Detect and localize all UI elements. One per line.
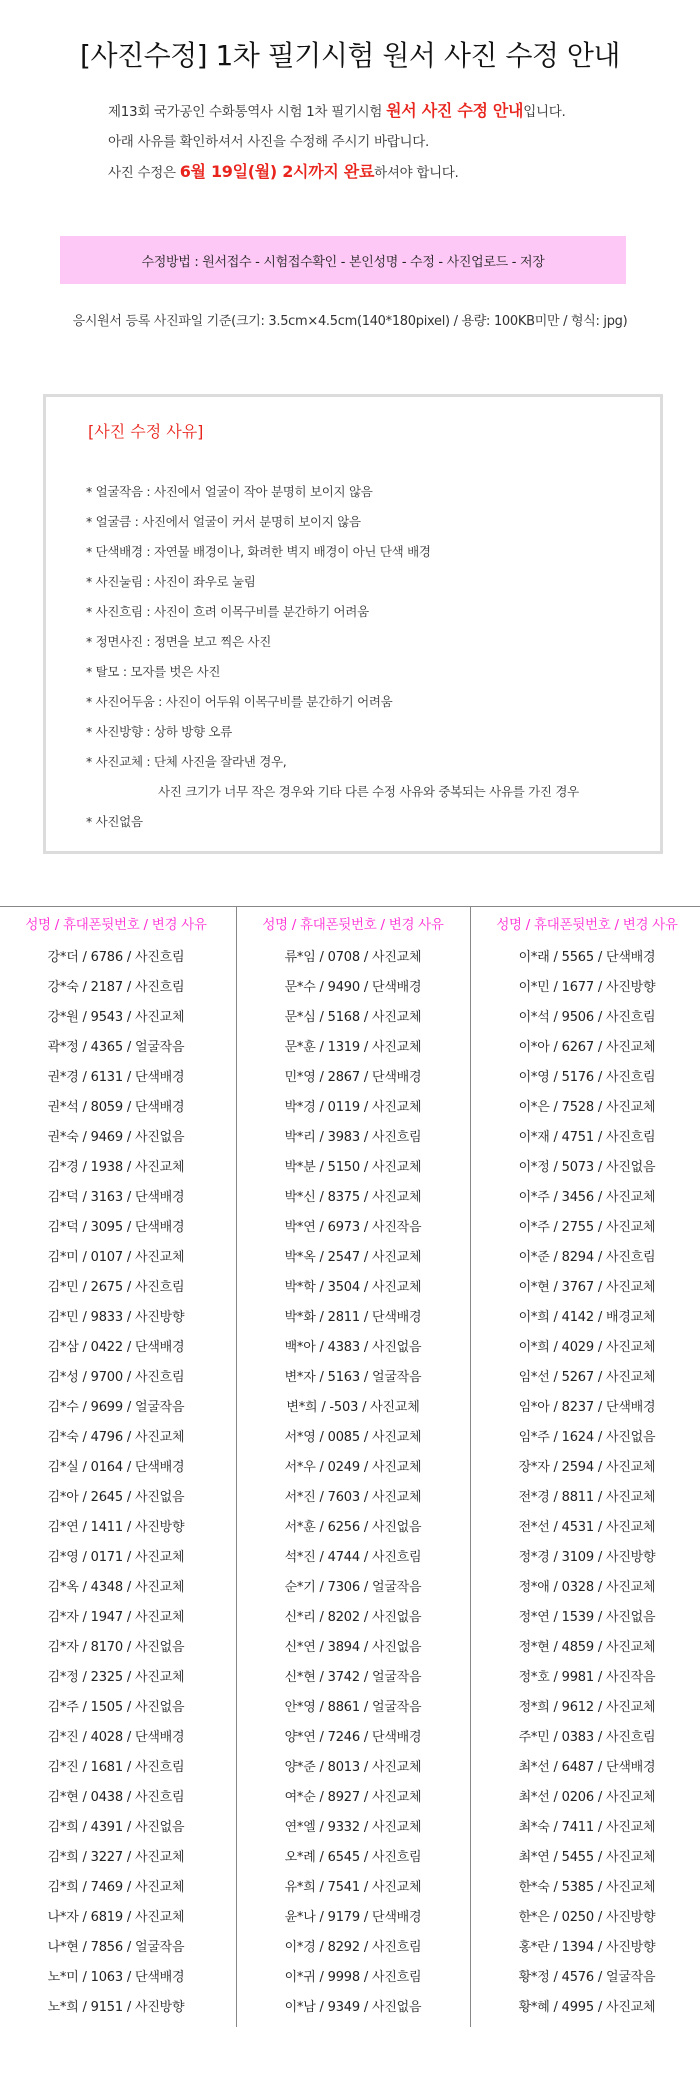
intro-line-3-pre: 사진 수정은 xyxy=(108,165,180,181)
table-row: 김*진 / 4028 / 단색배경 xyxy=(47,1730,185,1745)
column-rows xyxy=(471,943,700,2023)
column-rows xyxy=(0,943,232,2023)
table-row: 권*숙 / 9469 / 사진없음 xyxy=(47,1130,185,1145)
table-row: 김*희 / 3227 / 사진교체 xyxy=(47,1850,185,1865)
applicant-table xyxy=(0,906,700,2027)
intro-line-1-post: 입니다. xyxy=(523,104,566,120)
table-row: 곽*정 / 4365 / 얼굴작음 xyxy=(47,1040,185,1055)
reason-item: * 사진교체 : 단체 사진을 잘라낸 경우, xyxy=(86,754,287,769)
table-row: 박*경 / 0119 / 사진교체 xyxy=(284,1100,422,1115)
table-row: 김*수 / 9699 / 얼굴작음 xyxy=(47,1400,185,1415)
table-row: 강*원 / 9543 / 사진교체 xyxy=(47,1010,185,1025)
table-row: 양*연 / 7246 / 단색배경 xyxy=(284,1730,422,1745)
table-row: 김*옥 / 4348 / 사진교체 xyxy=(47,1580,185,1595)
reason-item: * 사진흐림 : 사진이 흐려 이목구비를 분간하기 어려움 xyxy=(86,604,369,619)
table-row: 이*영 / 5176 / 사진흐림 xyxy=(518,1070,656,1085)
table-row: 김*진 / 1681 / 사진흐림 xyxy=(47,1760,185,1775)
table-row: 이*현 / 3767 / 사진교체 xyxy=(518,1280,656,1295)
table-row: 김*성 / 9700 / 사진흐림 xyxy=(47,1370,185,1385)
table-row: 노*희 / 9151 / 사진방향 xyxy=(47,2000,185,2015)
table-row: 전*경 / 8811 / 사진교체 xyxy=(518,1490,656,1505)
table-row: 오*례 / 6545 / 사진흐림 xyxy=(284,1850,422,1865)
table-row: 정*경 / 3109 / 사진방향 xyxy=(518,1550,656,1565)
table-row: 나*현 / 7856 / 얼굴작음 xyxy=(47,1940,185,1955)
table-row: 문*심 / 5168 / 사진교체 xyxy=(284,1010,422,1025)
table-row: 최*연 / 5455 / 사진교체 xyxy=(518,1850,656,1865)
table-row: 순*기 / 7306 / 얼굴작음 xyxy=(284,1580,422,1595)
table-row: 김*현 / 0438 / 사진흐림 xyxy=(47,1790,185,1805)
table-row: 김*희 / 7469 / 사진교체 xyxy=(47,1880,185,1895)
table-row: 김*희 / 4391 / 사진없음 xyxy=(47,1820,185,1835)
reason-item: * 사진방향 : 상하 방향 오류 xyxy=(86,724,232,739)
table-row: 문*수 / 9490 / 단색배경 xyxy=(284,980,422,995)
table-row: 김*자 / 1947 / 사진교체 xyxy=(47,1610,185,1625)
table-row: 김*덕 / 3163 / 단색배경 xyxy=(47,1190,185,1205)
table-row: 이*희 / 4142 / 배경교체 xyxy=(518,1310,656,1325)
table-row: 장*자 / 2594 / 사진교체 xyxy=(518,1460,656,1475)
photo-spec-text: 응시원서 등록 사진파일 기준(크기: 3.5cm×4.5cm(140*180pixel) / 용량: 100KB미만 / 형식: jpg) xyxy=(72,314,628,329)
table-row: 전*선 / 4531 / 사진교체 xyxy=(518,1520,656,1535)
page-title: [사진수정] 1차 필기시험 원서 사진 수정 안내 xyxy=(80,39,620,72)
reason-item: * 얼굴작음 : 사진에서 얼굴이 작아 분명히 보이지 않음 xyxy=(86,484,373,499)
table-row: 김*민 / 2675 / 사진흐림 xyxy=(47,1280,185,1295)
table-row: 박*분 / 5150 / 사진교체 xyxy=(284,1160,422,1175)
reason-item: * 정면사진 : 정면을 보고 찍은 사진 xyxy=(86,634,271,649)
table-row: 신*연 / 3894 / 사진없음 xyxy=(284,1640,422,1655)
intro-text xyxy=(108,96,565,188)
table-row: 최*선 / 0206 / 사진교체 xyxy=(518,1790,656,1805)
table-row: 이*은 / 7528 / 사진교체 xyxy=(518,1100,656,1115)
table-row: 김*실 / 0164 / 단색배경 xyxy=(47,1460,185,1475)
intro-line-2: 아래 사유를 확인하셔서 사진을 수정해 주시기 바랍니다. xyxy=(108,134,429,150)
edit-reasons-list xyxy=(86,477,579,837)
table-row: 한*은 / 0250 / 사진방향 xyxy=(518,1910,656,1925)
table-row: 정*연 / 1539 / 사진없음 xyxy=(518,1610,656,1625)
table-row: 이*정 / 5073 / 사진없음 xyxy=(518,1160,656,1175)
table-row: 이*경 / 8292 / 사진흐림 xyxy=(284,1940,422,1955)
table-row: 나*자 / 6819 / 사진교체 xyxy=(47,1910,185,1925)
table-row: 김*자 / 8170 / 사진없음 xyxy=(47,1640,185,1655)
table-row: 김*숙 / 4796 / 사진교체 xyxy=(47,1430,185,1445)
intro-line-3-post: 하셔야 합니다. xyxy=(374,165,459,181)
reason-item: * 사진없음 xyxy=(86,814,143,829)
table-row: 이*준 / 8294 / 사진흐림 xyxy=(518,1250,656,1265)
table-row: 권*석 / 8059 / 단색배경 xyxy=(47,1100,185,1115)
reason-item: * 사진눌림 : 사진이 좌우로 눌림 xyxy=(86,574,256,589)
table-row: 임*주 / 1624 / 사진없음 xyxy=(518,1430,656,1445)
table-row: 변*자 / 5163 / 얼굴작음 xyxy=(284,1370,422,1385)
column-header: 성명 / 휴대폰뒷번호 / 변경 사유 xyxy=(496,917,678,933)
table-row: 이*주 / 3456 / 사진교체 xyxy=(518,1190,656,1205)
table-row: 황*정 / 4576 / 얼굴작음 xyxy=(518,1970,656,1985)
table-row: 임*선 / 5267 / 사진교체 xyxy=(518,1370,656,1385)
reason-item: * 탈모 : 모자를 벗은 사진 xyxy=(86,664,221,679)
table-row: 주*민 / 0383 / 사진흐림 xyxy=(518,1730,656,1745)
table-column-3 xyxy=(470,907,700,2027)
table-row: 안*영 / 8861 / 얼굴작음 xyxy=(284,1700,422,1715)
table-row: 최*선 / 6487 / 단색배경 xyxy=(518,1760,656,1775)
table-row: 김*덕 / 3095 / 단색배경 xyxy=(47,1220,185,1235)
table-row: 김*경 / 1938 / 사진교체 xyxy=(47,1160,185,1175)
edit-reasons-box xyxy=(43,394,663,854)
intro-line-1-pre: 제13회 국가공인 수화통역사 시험 1차 필기시험 xyxy=(108,104,387,120)
table-row: 한*숙 / 5385 / 사진교체 xyxy=(518,1880,656,1895)
column-header: 성명 / 휴대폰뒷번호 / 변경 사유 xyxy=(262,917,444,933)
table-row: 강*더 / 6786 / 사진흐림 xyxy=(47,950,185,965)
table-row: 정*희 / 9612 / 사진교체 xyxy=(518,1700,656,1715)
table-row: 박*리 / 3983 / 사진흐림 xyxy=(284,1130,422,1145)
table-row: 김*정 / 2325 / 사진교체 xyxy=(47,1670,185,1685)
table-row: 윤*나 / 9179 / 단색배경 xyxy=(284,1910,422,1925)
table-row: 이*아 / 6267 / 사진교체 xyxy=(518,1040,656,1055)
table-row: 박*학 / 3504 / 사진교체 xyxy=(284,1280,422,1295)
table-row: 신*현 / 3742 / 얼굴작음 xyxy=(284,1670,422,1685)
table-row: 유*희 / 7541 / 사진교체 xyxy=(284,1880,422,1895)
table-row: 김*민 / 9833 / 사진방향 xyxy=(47,1310,185,1325)
reason-item: * 얼굴큼 : 사진에서 얼굴이 커서 분명히 보이지 않음 xyxy=(86,514,361,529)
table-row: 박*연 / 6973 / 사진작음 xyxy=(284,1220,422,1235)
table-column-1 xyxy=(0,907,232,2027)
table-row: 양*준 / 8013 / 사진교체 xyxy=(284,1760,422,1775)
column-rows xyxy=(237,943,469,2023)
table-row: 변*희 / -503 / 사진교체 xyxy=(286,1400,420,1415)
table-row: 이*재 / 4751 / 사진흐림 xyxy=(518,1130,656,1145)
intro-line-1 xyxy=(108,96,565,127)
table-row: 석*진 / 4744 / 사진흐림 xyxy=(284,1550,422,1565)
table-row: 이*주 / 2755 / 사진교체 xyxy=(518,1220,656,1235)
table-row: 최*숙 / 7411 / 사진교체 xyxy=(518,1820,656,1835)
table-row: 이*귀 / 9998 / 사진흐림 xyxy=(284,1970,422,1985)
table-row: 여*순 / 8927 / 사진교체 xyxy=(284,1790,422,1805)
table-row: 류*임 / 0708 / 사진교체 xyxy=(284,950,422,965)
table-row: 김*삼 / 0422 / 단색배경 xyxy=(47,1340,185,1355)
table-row: 이*남 / 9349 / 사진없음 xyxy=(284,2000,422,2015)
table-row: 김*영 / 0171 / 사진교체 xyxy=(47,1550,185,1565)
table-row: 김*주 / 1505 / 사진없음 xyxy=(47,1700,185,1715)
table-row: 민*영 / 2867 / 단색배경 xyxy=(284,1070,422,1085)
table-row: 서*훈 / 6256 / 사진없음 xyxy=(284,1520,422,1535)
table-row: 김*연 / 1411 / 사진방향 xyxy=(47,1520,185,1535)
table-row: 박*옥 / 2547 / 사진교체 xyxy=(284,1250,422,1265)
table-row: 권*경 / 6131 / 단색배경 xyxy=(47,1070,185,1085)
table-row: 서*영 / 0085 / 사진교체 xyxy=(284,1430,422,1445)
table-row: 이*희 / 4029 / 사진교체 xyxy=(518,1340,656,1355)
reason-item: * 단색배경 : 자연물 배경이나, 화려한 벽지 배경이 아닌 단색 배경 xyxy=(86,544,431,559)
table-row: 이*민 / 1677 / 사진방향 xyxy=(518,980,656,995)
table-row: 이*석 / 9506 / 사진흐림 xyxy=(518,1010,656,1025)
table-row: 이*래 / 5565 / 단색배경 xyxy=(518,950,656,965)
intro-line-3 xyxy=(108,157,565,188)
deadline-highlight: 6월 19일(월) 2시까지 완료 xyxy=(179,162,375,181)
table-row: 문*훈 / 1319 / 사진교체 xyxy=(284,1040,422,1055)
table-row: 백*아 / 4383 / 사진없음 xyxy=(284,1340,422,1355)
table-row: 연*엘 / 9332 / 사진교체 xyxy=(284,1820,422,1835)
table-row: 강*숙 / 2187 / 사진흐림 xyxy=(47,980,185,995)
reason-item: * 사진어두움 : 사진이 어두워 이목구비를 분간하기 어려움 xyxy=(86,694,393,709)
table-row: 황*혜 / 4995 / 사진교체 xyxy=(518,2000,656,2015)
table-row: 박*신 / 8375 / 사진교체 xyxy=(284,1190,422,1205)
table-row: 정*호 / 9981 / 사진작음 xyxy=(518,1670,656,1685)
intro-line-1-highlight: 원서 사진 수정 안내 xyxy=(386,101,524,120)
table-row: 서*진 / 7603 / 사진교체 xyxy=(284,1490,422,1505)
table-row: 노*미 / 1063 / 단색배경 xyxy=(47,1970,185,1985)
table-row: 박*화 / 2811 / 단색배경 xyxy=(284,1310,422,1325)
edit-method-banner: 수정방법 : 원서접수 - 시험접수확인 - 본인성명 - 수정 - 사진업로드 - 저장 xyxy=(60,236,626,284)
table-row: 홍*란 / 1394 / 사진방향 xyxy=(518,1940,656,1955)
edit-reasons-title: [사진 수정 사유] xyxy=(88,422,204,441)
table-row: 신*리 / 8202 / 사진없음 xyxy=(284,1610,422,1625)
table-row: 김*미 / 0107 / 사진교체 xyxy=(47,1250,185,1265)
table-row: 김*아 / 2645 / 사진없음 xyxy=(47,1490,185,1505)
table-column-2 xyxy=(236,907,469,2027)
table-row: 서*우 / 0249 / 사진교체 xyxy=(284,1460,422,1475)
reason-item-continuation: 사진 크기가 너무 작은 경우와 기타 다른 수정 사유와 중복되는 사유를 가진 경우 xyxy=(158,784,579,799)
table-row: 임*아 / 8237 / 단색배경 xyxy=(518,1400,656,1415)
column-header: 성명 / 휴대폰뒷번호 / 변경 사유 xyxy=(25,917,207,933)
table-row: 정*애 / 0328 / 사진교체 xyxy=(518,1580,656,1595)
table-row: 정*현 / 4859 / 사진교체 xyxy=(518,1640,656,1655)
